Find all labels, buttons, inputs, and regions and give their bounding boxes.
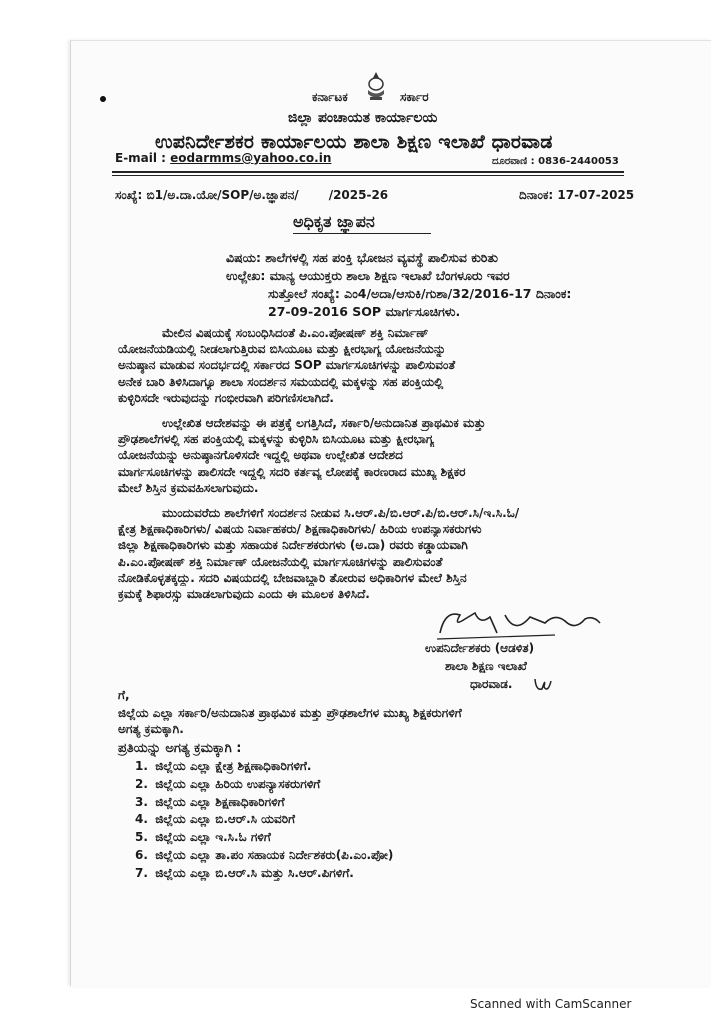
office-title: ಉಪನಿರ್ದೇಶಕರ ಕಾರ್ಯಾಲಯ ಶಾಲಾ ಶಿಕ್ಷಣ ಇಲಾಖೆ ಧಾರವಾಡ — [155, 131, 553, 153]
government-name-right: ಸರ್ಕಾರ — [400, 90, 429, 104]
paragraph-line: ಪ್ರೌಢಶಾಲೆಗಳಲ್ಲಿ ಸಹ ಪಂಕ್ತಿಯಲ್ಲಿ ಮಕ್ಕಳನ್ನು ಕುಳ್ಳಿರಿಸಿ ಬಿಸಿಯೂಟ ಮತ್ತು ಕ್ಷೀರಭಾಗ್ಯ — [118, 432, 435, 447]
signatory-place: ಧಾರವಾಡ. — [470, 677, 513, 691]
government-emblem-icon — [360, 70, 392, 104]
reference-number-text: ಸಂಖ್ಯೆ: ಬಿ1/ಅ.ದಾ.ಯೋ/SOP/ಅ.ಜ್ಞಾಪನ/ — [115, 188, 299, 202]
list-item: 1. ಜಿಲ್ಲೆಯ ಎಲ್ಲಾ ಕ್ಷೇತ್ರ ಶಿಕ್ಷಣಾಧಿಕಾರಿಗಳಿಗೆ. — [135, 759, 312, 773]
phone-number: 0836-2440053 — [538, 156, 619, 167]
body-paragraph-2 — [118, 415, 628, 496]
list-item: 5. ಜಿಲ್ಲೆಯ ಎಲ್ಲಾ ಇ.ಸಿ.ಓ ಗಳಿಗೆ — [135, 830, 271, 845]
copies-title: ಪ್ರತಿಯನ್ನು ಅಗತ್ಯ ಕ್ರಮಕ್ಕಾಗಿ : — [118, 741, 242, 756]
phone-label: ದೂರವಾಣಿ : — [492, 156, 535, 167]
reference-number — [115, 188, 388, 203]
handwritten-signature — [435, 605, 605, 643]
signatory-designation: ಉಪನಿರ್ದೇಶಕರು (ಆಡಳಿತ) — [425, 641, 535, 655]
email-label: E-mail : — [115, 151, 166, 165]
paragraph-line: ಕುಳ್ಳಿರಿಸದೇ ಇರುವುದನ್ನು ಗಂಭೀರವಾಗಿ ಪರಿಗಣಿಸಲಾಗಿದೆ. — [118, 390, 334, 405]
header-rule-bottom — [112, 175, 624, 176]
subject-line: ವಿಷಯ: ಶಾಲೆಗಳಲ್ಲಿ ಸಹ ಪಂಕ್ತಿ ಭೋಜನ ವ್ಯವಸ್ಥೆ ಪಾಲಿಸುವ ಕುರಿತು — [226, 250, 498, 265]
paragraph-line: ಅನುಷ್ಠಾನ ಮಾಡುವ ಸಂದರ್ಭದಲ್ಲಿ ಸರ್ಕಾರದ SOP ಮಾರ್ಗಸೂಚಿಗಳನ್ನು ಪಾಲಿಸುವಂತೆ — [118, 358, 456, 373]
paragraph-line: ಪಿ.ಎಂ.ಪೋಷಣ್ ಶಕ್ತಿ ನಿರ್ಮಾಣ್ ಯೋಜನೆಯಲ್ಲಿ ಮಾರ್ಗಸೂಚಿಗಳನ್ನು ಪಾಲಿಸುವಂತೆ — [118, 554, 443, 569]
scanner-watermark: Scanned with CamScanner — [470, 997, 632, 1011]
zilla-panchayat-title: ಜಿಲ್ಲಾ ಪಂಚಾಯತ ಕಾರ್ಯಾಲಯ — [288, 110, 438, 126]
circular-number-line: ಸುತ್ತೋಲೆ ಸಂಖ್ಯೆ: ಎಂ4/ಅದಾ/ಆಸುಕಿ/ಗುಶಾ/32/2016-17 ದಿನಾಂಕ: — [268, 286, 572, 301]
date-value: 17-07-2025 — [557, 188, 635, 202]
body-paragraph-1 — [118, 325, 628, 406]
paragraph-line: ನೋಡಿಕೊಳ್ಳತಕ್ಕದ್ದು. ಸದರಿ ವಿಷಯದಲ್ಲಿ ಬೇಜವಾಬ್ದಾರಿ ತೋರುವ ಅಧಿಕಾರಿಗಳ ಮೇಲೆ ಶಿಸ್ತಿನ — [118, 570, 467, 585]
recipient-line: ಜಿಲ್ಲೆಯ ಎಲ್ಲಾ ಸರ್ಕಾರಿ/ಅನುದಾನಿತ ಪ್ರಾಥಮಿಕ ಮತ್ತು ಪ್ರೌಢಶಾಲೆಗಳ ಮುಖ್ಯ ಶಿಕ್ಷಕರುಗಳಿಗೆ — [118, 706, 462, 720]
list-item: 4. ಜಿಲ್ಲೆಯ ಎಲ್ಲಾ ಬಿ.ಆರ್.ಸಿ ಯವರಿಗೆ — [135, 812, 296, 827]
reference-year: /2025-26 — [328, 188, 389, 202]
government-name-left: ಕರ್ನಾಟಕ — [312, 90, 348, 104]
paragraph-line: ಅನೇಕ ಬಾರಿ ತಿಳಿಸಿದಾಗ್ಯೂ ಶಾಲಾ ಸಂದರ್ಶನ ಸಮಯದಲ್ಲಿ ಮಕ್ಕಳನ್ನು ಸಹ ಪಂಕ್ತಿಯಲ್ಲಿ — [118, 374, 444, 389]
paragraph-line: ಮಾರ್ಗಸೂಚಿಗಳನ್ನು ಪಾಲಿಸದೇ ಇದ್ದಲ್ಲಿ ಸದರಿ ಕರ್ತವ್ಯ ಲೋಪಕ್ಕೆ ಕಾರಣರಾದ ಮುಖ್ಯ ಶಿಕ್ಷಕರ — [118, 464, 466, 479]
title-underline — [293, 233, 431, 234]
paragraph-line: ಯೋಜನೆಯನ್ನು ಅನುಷ್ಠಾನಗೊಳಿಸದೇ ಇದ್ದಲ್ಲಿ ಅಥವಾ ಉಲ್ಲೇಖಿತ ಆದೇಶದ — [118, 448, 403, 463]
paragraph-line: ಮೇಲೆ ಶಿಸ್ತಿನ ಕ್ರಮವಹಿಸಲಾಗುವುದು. — [118, 480, 259, 495]
recipient-action: ಅಗತ್ಯ ಕ್ರಮಕ್ಕಾಗಿ. — [118, 722, 184, 736]
paragraph-line: ಜಿಲ್ಲಾ ಶಿಕ್ಷಣಾಧಿಕಾರಿಗಳು ಮತ್ತು ಸಹಾಯಕ ನಿರ್ದೇಶಕರುಗಳು (ಅ.ದಾ) ರವರು ಕಡ್ಡಾಯವಾಗಿ — [118, 538, 468, 553]
list-item: 3. ಜಿಲ್ಲೆಯ ಎಲ್ಲಾ ಶಿಕ್ಷಣಾಧಿಕಾರಿಗಳಿಗೆ — [135, 794, 285, 809]
paragraph-line: ಕ್ರಮಕ್ಕೆ ಶಿಫಾರಸ್ಸು ಮಾಡಲಾಗುವುದು ಎಂದು ಈ ಮೂಲಕ ತಿಳಿಸಿದೆ. — [118, 587, 370, 602]
signatory-department: ಶಾಲಾ ಶಿಕ್ಷಣ ಇಲಾಖೆ — [445, 659, 527, 673]
paragraph-line: ಯೋಜನೆಯಡಿಯಲ್ಲಿ ನೀಡಲಾಗುತ್ತಿರುವ ಬಿಸಿಯೂಟ ಮತ್ತು ಕ್ಷೀರಭಾಗ್ಯ ಯೋಜನೆಯನ್ನು — [118, 342, 446, 357]
list-item: 6. ಜಿಲ್ಲೆಯ ಎಲ್ಲಾ ತಾ.ಪಂ ಸಹಾಯಕ ನಿರ್ದೇಶಕರು(ಪಿ.ಎಂ.ಪೋ) — [135, 847, 394, 862]
paragraph-line: ಮೇಲಿನ ವಿಷಯಕ್ಕೆ ಸಂಬಂಧಿಸಿದಂತೆ ಪಿ.ಎಂ.ಪೋಷಣ್ ಶಕ್ತಿ ನಿರ್ಮಾಣ್ — [162, 326, 429, 340]
document-title: ಅಧಿಕೃತ ಜ್ಞಾಪನ — [293, 212, 375, 231]
header-rule-top — [112, 171, 624, 173]
email-address: eodarmms@yahoo.co.in — [170, 151, 332, 165]
email-line — [115, 151, 331, 165]
initials-mark — [532, 673, 554, 695]
paragraph-line: ಕ್ಷೇತ್ರ ಶಿಕ್ಷಣಾಧಿಕಾರಿಗಳು/ ವಿಷಯ ನಿರ್ವಾಹಕರು/ ಶಿಕ್ಷಣಾಧಿಕಾರಿಗಳು/ ಹಿರಿಯ ಉಪನ್ಯಾಸಕರುಗಳು — [118, 522, 482, 537]
paragraph-line: ಮುಂದುವರೆದು ಶಾಲೆಗಳಿಗೆ ಸಂದರ್ಶನ ನೀಡುವ ಸಿ.ಆರ್.ಪಿ/ಬಿ.ಆರ್.ಪಿ/ಬಿ.ಆರ್.ಸಿ/ಇ.ಸಿ.ಓ/ — [162, 506, 520, 520]
body-paragraph-3 — [118, 505, 628, 602]
document-date — [519, 188, 634, 203]
reference-line: ಉಲ್ಲೇಖ: ಮಾನ್ಯ ಆಯುಕ್ತರು ಶಾಲಾ ಶಿಕ್ಷಣ ಇಲಾಖೆ ಬೆಂಗಳೂರು ಇವರ — [226, 268, 510, 283]
list-item: 2. ಜಿಲ್ಲೆಯ ಎಲ್ಲಾ ಹಿರಿಯ ಉಪನ್ಯಾಸಕರುಗಳಿಗೆ — [135, 776, 321, 791]
copies-list — [135, 758, 595, 883]
circular-date-line: 27-09-2016 SOP ಮಾರ್ಗಸೂಚಿಗಳು. — [268, 304, 461, 319]
paragraph-line: ಉಲ್ಲೇಖಿತ ಆದೇಶವನ್ನು ಈ ಪತ್ರಕ್ಕೆ ಲಗತ್ತಿಸಿದೆ, ಸರ್ಕಾರಿ/ಅನುದಾನಿತ ಪ್ರಾಥಮಿಕ ಮತ್ತು — [162, 416, 486, 430]
recipient-to: ಗೆ, — [118, 688, 130, 702]
list-item: 7. ಜಿಲ್ಲೆಯ ಎಲ್ಲಾ ಬಿ.ಆರ್.ಸಿ ಮತ್ತು ಸಿ.ಆರ್.ಪಿಗಳಿಗೆ. — [135, 865, 354, 880]
date-label: ದಿನಾಂಕ: — [519, 188, 554, 202]
phone-line — [492, 156, 619, 167]
